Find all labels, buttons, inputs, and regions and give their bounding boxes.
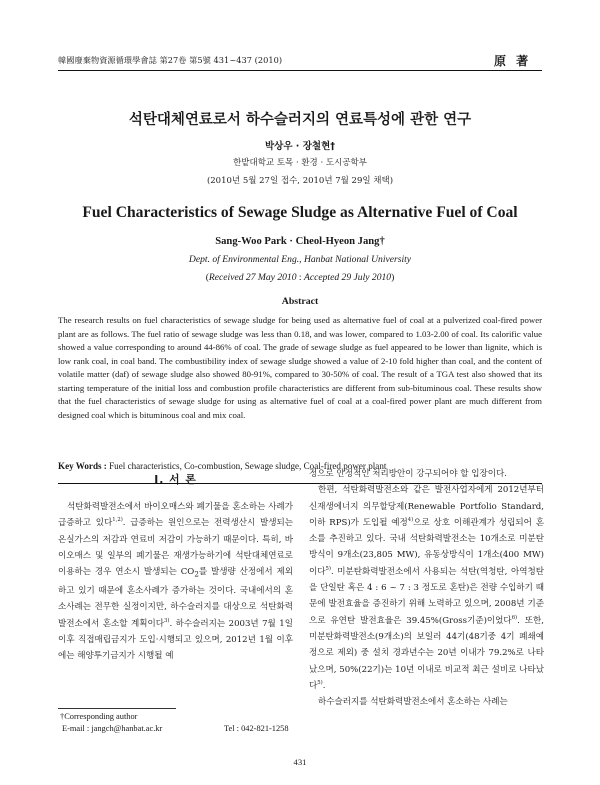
journal-citation: 韓國廢棄物資源循環學會誌 第27卷 第5號 431~437 (2010) [58,55,283,65]
citation-ref: 5) [317,680,323,687]
korean-dates: (2010년 5월 27일 접수, 2010년 7월 29일 채택) [206,176,394,186]
english-authors: Sang-Woo Park · Cheol-Hyeon Jang† [215,236,385,247]
intro-paragraph-3: 하수슬러지를 석탄화력발전소에서 혼소하는 사례는 [318,697,508,708]
accepted-date: Accepted 29 July 2010 [304,272,392,283]
citation-ref: 1,2) [112,517,123,524]
author-telephone: Tel : 042-821-1258 [224,724,289,733]
footnote-rule [58,708,176,709]
author-email[interactable]: E-mail : jangch@hanbat.ac.kr [62,724,163,733]
abstract-heading: Abstract [281,296,319,307]
article-type-badge: 原 著 [494,54,532,68]
citation-ref: 6) [511,614,518,621]
citation-ref: 3) [164,617,170,624]
citation-ref: 4) [407,517,414,524]
korean-title: 석탄대체연료로서 하수슬러지의 연료특성에 관한 연구 [128,112,472,128]
korean-affiliation: 한밭대학교 토목 · 환경 · 도시공학부 [233,158,367,168]
page-number: 431 [293,757,307,767]
corresponding-author-label: †Corresponding author [60,712,138,721]
keywords-text: Fuel characteristics, Co-combustion, Sewage sludge, Coal-fired power plant [109,461,387,471]
english-affiliation: Dept. of Environmental Eng., Hanbat National University [188,254,412,265]
intro-paragraph-1: 석탄화력발전소에서 바이오매스와 폐기물을 혼소하는 사례가 급증하고 있다$^{1,2)}$. 급증하는 원인으로는 전력생산시 발생되는 온실가스의 저감과 연료비 저감이 가능하기 때문이다. 특히, 바이오매스 및 일부의 폐기물은 재생가능하기에 석탄대체연료로 이용하는 경우 연소시 발생되는 $CO_2$를 발생량 산정에서 제외하고 있기 때문에 혼소사례가 증가하는 것이다. 국내에서의 혼소사례는 전무한 실정이지만, 하수슬러지를 대상으로 석탄화력발전소에서 혼소할 계획이다$^{3)}$. 하수슬러지는 2003년 7월 1일 이후 직접매립금지가 도입·시행되고 있으며, 2012년 1월 이후에는 해양투기금지가 시행될 예 [58,502,294,662]
english-title: Fuel Characteristics of Sewage Sludge as Alternative Fuel of Coal [82,204,518,221]
intro-paragraph-1-cont: 정으로 안정적인 처리방안이 강구되어야 할 입장이다. [309,469,507,479]
english-dates: (Received 27 May 2010 : Accepted 29 July 2010) [205,272,395,283]
abstract-text: The research results on fuel characteristics of sewage sludge for being used as alternative fuel of coal at a pulverized coal-fired power plant are as follows. The fuel ratio of sewage sludge was less than 0.18, and was lower, compared to 1.03-2.00 of coal. Its calorific value showed a value corresponding to around 44-86% of coal. The grade of sewage sludge as fuel appeared to be lower than lignite, which is low rank coal, in coal band. The combustibility index of sewage sludge showed a value of 2-10 fold higher than coal, and the content of volatile matter (daf) of sewage sludge also showed 80-91%, compared to 30-50% of coal. The result of a TGA test also showed that its starting temperature of the initial loss and combustion profile characteristics are different from sub-bituminous coal. These results show that the fuel characteristics of sewage sludge for using as alternative fuel of coal at a coal-fired power plant are much different from designed coal which is bituminous coal and mix coal. [58,315,542,420]
intro-paragraph-2: 한편, 석탄화력발전소와 같은 발전사업자에게 2012년부터 신재생에너지 의무할당제(Renewable Portfolio Standard, 이하 RPS)가 도입될 예정$^{4)}$으로 상호 이해관계가 성립되어 혼소를 추진하고 있다. 국내 석탄화력발전소는 10개소로 미분탄방식이 9개소(23,805 MW), 유동상방식이 1개소(400 MW)이다$^{5)}$. 미분탄화력발전소에서 사용되는 석탄(역청탄, 아역청탄을 단일탄 혹은 4 : 6 ~ 7 : 3 정도로 혼탄)은 전량 수입하기 때문에 발전효율을 증진하기 위해 노력하고 있으며, 2008년 기준으로 유연탄 발전효율은 39.45%(Gross기준)이었다$^{6)}$. 또한, 미분탄화력발전소(9개소)의 보일러 44기(48기중 4기 폐쇄예정으로 제외) 중 설치 경과년수는 20년 이내가 79.2%로 나타났으며, 50%(22기)는 10년 이내로 비교적 최근 설비로 나타났다$^{5)}$. [309,485,544,691]
korean-authors: 박상우 · 장철현† [264,141,336,152]
left-column [58,499,293,665]
received-date: Received 27 May 2010 [208,272,297,283]
citation-ref: 5) [325,565,331,572]
keywords-label: Key Words : [58,461,107,471]
co2-subscript: 2 [194,569,199,579]
header-rule [58,70,542,71]
section-heading: I. 서 론 [154,473,197,486]
right-column [309,466,544,710]
